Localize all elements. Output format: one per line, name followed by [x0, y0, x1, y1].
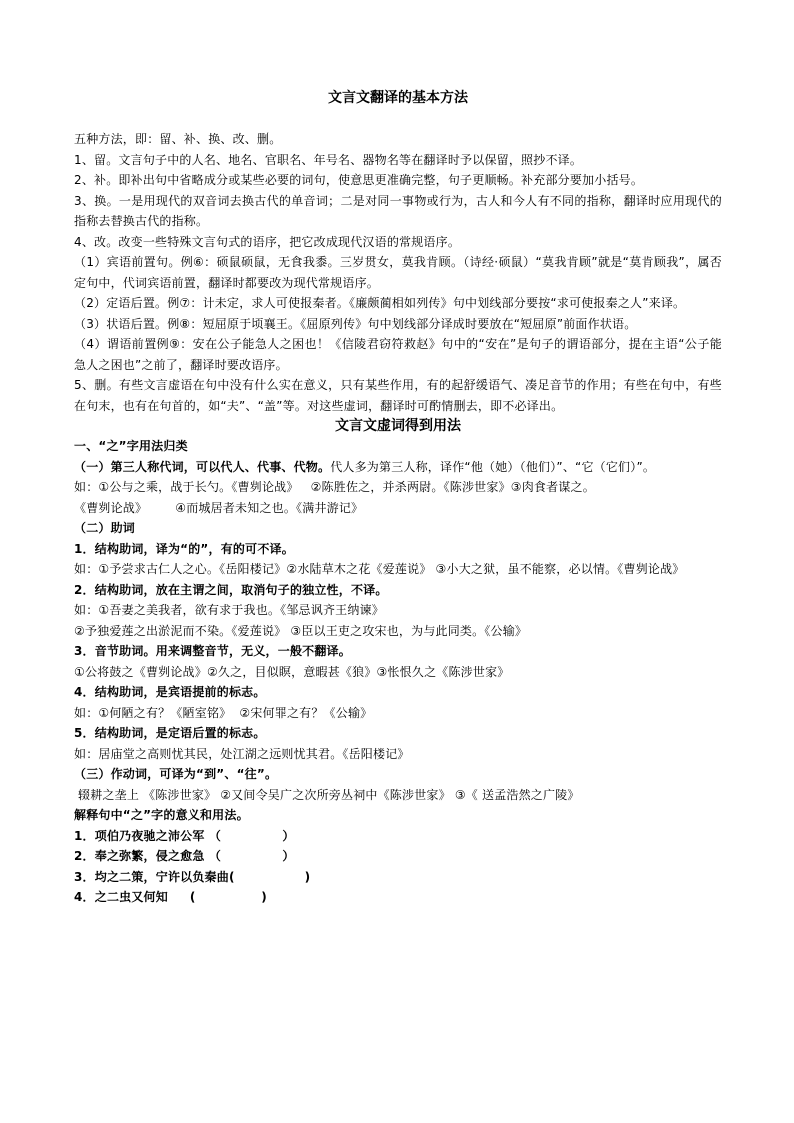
- verb-title: （三）作动词，可译为“到”、“往”。: [74, 767, 278, 781]
- particle-2-example-1: 如：①吾妻之美我者，欲有求于我也。《邹忌讽齐王纳谏》: [74, 603, 384, 617]
- predicate-preposing: （4）谓语前置例⑨：安在公子能急人之困也！《信陵君窃符救赵》句中的“安在”是句子的谓语部分，提在主语“公子能急人之困也”之前了，翻译时要改语序。: [74, 337, 722, 372]
- exercise-question-2: 2．奉之弥繁，侵之愈急 （ ）: [74, 849, 295, 863]
- method-supplement: 2、补。即补出句中省略成分或某些必要的词句，使意思更准确完整，句子更顺畅。补充部分要加小括号。: [74, 173, 644, 187]
- exercise-question-3: 3．均之二策，宁许以负秦曲( ): [74, 869, 311, 884]
- particle-5-title: 5．结构助词，是定语后置的标志。: [74, 726, 266, 740]
- method-delete: 5、删。有些文言虚语在句中没有什么实在意义，只有某些作用，有的起舒缓语气、凑足音节的作用；有些在句中，有些在句末，也有在句首的，如“夫”、“盖”等。对这些虚词，翻译时可酌情删去，即不必译出。: [74, 378, 722, 413]
- method-retain: 1、留。文言句子中的人名、地名、官职名、年号名、器物名等在翻译时予以保留，照抄不译。: [74, 152, 583, 167]
- object-preposing: （1）宾语前置句。例⑥：硕鼠硕鼠，无食我黍。三岁贯女，莫我肯顾。（诗经·硕鼠）“莫我肯顾”就是“莫肯顾我”，属否定句中，代词宾语前置，翻译时都要改为现代常规语序。: [74, 255, 722, 290]
- pronoun-title: （一）第三人称代词，可以代人、代事、代物。: [74, 459, 331, 474]
- particle-1-example: 如：①予尝求古仁人之心。《岳阳楼记》②水陆草木之花《爱莲说》 ③小大之狱，虽不能察，必以情。《曹刿论战》: [74, 562, 685, 576]
- pronoun-paragraph: [74, 457, 722, 478]
- method-change: 4、改。改变一些特殊文言句式的语序，把它改成现代汉语的常规语序。: [74, 234, 461, 249]
- particle-5-example: 如：居庙堂之高则忧其民，处江湖之远则忧其君。《岳阳楼记》: [74, 746, 410, 761]
- particle-2-title: 2．结构助词，放在主谓之间，取消句子的独立性，不译。: [74, 582, 388, 597]
- document-page: [74, 88, 722, 908]
- section-title: 文言文虚词得到用法: [335, 418, 461, 434]
- particle-4-title: 4．结构助词，是宾语提前的标志。: [74, 685, 266, 699]
- pronoun-text: 代人多为第三人称，译作“他（她）（他们）”、“它（它们）”。: [330, 459, 656, 474]
- exercise-question-1: 1．项伯乃夜驰之沛公军 （ ）: [74, 828, 295, 843]
- particle-1-title: 1．结构助词，译为“的”，有的可不译。: [74, 541, 294, 556]
- exercise-title: 解释句中“之”字的意义和用法。: [74, 808, 249, 822]
- particle-3-example: ①公将鼓之《曹刿论战》②久之，目似瞑，意暇甚《狼》③怅恨久之《陈涉世家》: [74, 664, 510, 679]
- intro-paragraph: 五种方法，即：留、补、换、改、删。: [74, 132, 282, 146]
- particle-title: （二）助词: [74, 521, 136, 535]
- verb-example: 辍耕之垄上 《陈涉世家》 ②又间令吴广之次所旁丛祠中《陈涉世家》 ③《 送孟浩然之广陵》: [74, 787, 580, 802]
- pronoun-example-1: 如：①公与之乘，战于长勺。《曹刿论战》 ②陈胜佐之，并杀两尉。《陈涉世家》③肉食者谋之。: [74, 480, 595, 494]
- exercise-question-4: 4．之二虫又何知 ( ): [74, 890, 267, 904]
- attributive-postposing: （2）定语后置。例⑦：计未定，求人可使报秦者。《廉颇蔺相如列传》句中划线部分要按“求可使报秦之人”来译。: [74, 296, 686, 310]
- method-replace: 3、换。一是用现代的双音词去换古代的单音词；二是对同一事物或行为，古人和今人有不同的指称，翻译时应用现代的指称去替换古代的指称。: [74, 193, 722, 228]
- particle-3-title: 3．音节助词。用来调整音节，无义，一般不翻译。: [74, 644, 351, 658]
- particle-2-example-2: ②予独爱莲之出淤泥而不染。《爱莲说》 ③臣以王吏之攻宋也，为与此同类。《公输》: [74, 623, 528, 638]
- pronoun-example-2: 《曹刿论战》 ④而城居者未知之也。《满井游记》: [74, 500, 364, 515]
- particle-4-example: 如：①何陋之有？《陋室铭》 ②宋何罪之有？《公输》: [74, 705, 373, 720]
- adverbial-postposing: （3）状语后置。例⑧：短屈原于顷襄王。《屈原列传》句中划线部分译成时要放在“短屈原”前面作状语。: [74, 316, 637, 331]
- document-title: 文言文翻译的基本方法: [328, 90, 468, 106]
- zhi-heading: 一、“之”字用法归类: [74, 439, 188, 453]
